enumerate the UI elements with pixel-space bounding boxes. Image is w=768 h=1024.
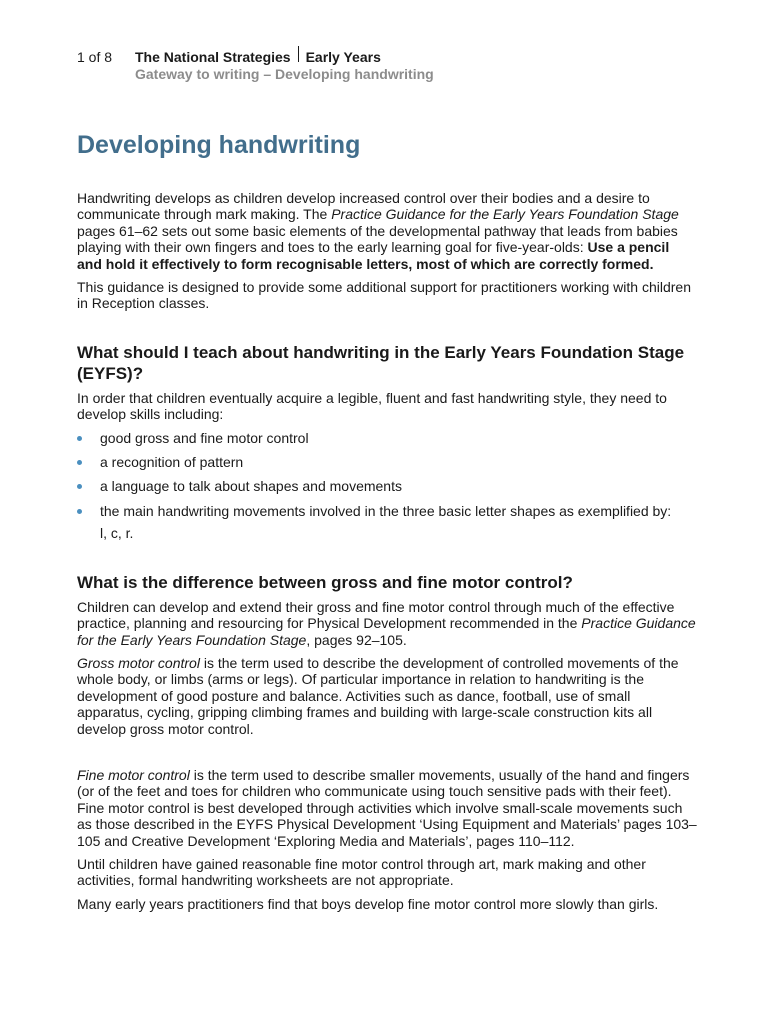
- intro-learning-goal: Use a pencil and hold it effectively to form recognisable letters, most of which are correctly formed.: [77, 239, 670, 272]
- header-row: [77, 46, 697, 66]
- page-number: 1 of 8: [77, 49, 113, 65]
- list-item-text: the main handwriting movements involved in the three basic letter shapes as exemplified by:: [100, 502, 672, 519]
- worksheets-paragraph: Until children have gained reasonable fine motor control through art, mark making and other activities, formal handwriting worksheets are not appropriate.: [77, 855, 646, 889]
- section2-p1-text-b: , pages 92–105.: [306, 631, 407, 648]
- intro-paragraph-2: This guidance is designed to provide some additional support for practitioners working with children in Reception classes.: [77, 279, 691, 312]
- list-item: [77, 430, 697, 446]
- fine-motor-paragraph: [77, 767, 697, 849]
- list-item-text: good gross and fine motor control: [100, 429, 309, 446]
- bullet-icon: [77, 436, 82, 441]
- organisation-name: The National Strategies: [135, 49, 291, 65]
- intro-text-a: Handwriting develops as children develop increased control over their bodies and a desire to communicate through mark making. The: [77, 190, 650, 223]
- list-item: [77, 478, 697, 494]
- header-separator: [298, 46, 299, 62]
- bullet-icon: [77, 509, 82, 514]
- boys-girls-paragraph: Many early years practitioners find that boys develop fine motor control more slowly than girls.: [77, 895, 659, 912]
- list-item: [77, 503, 697, 519]
- section-heading-gross-fine: What is the difference between gross and fine motor control?: [77, 572, 573, 592]
- bullet-icon: [77, 460, 82, 465]
- page-header: [77, 46, 697, 83]
- section2-paragraph-1: [77, 599, 697, 648]
- document-subtitle: Gateway to writing – Developing handwriting: [135, 66, 434, 82]
- list-item-text: a recognition of pattern: [100, 454, 244, 471]
- gross-motor-text: is the term used to describe the development of controlled movements of the whole body, or limbs (arms or legs). Of particular importance in relation to handwriting is the development of good posture and balance. Activities such as dance, football, use of small apparatus, cycling, gripping climbing frames and building with large-scale construction kits all develop gross motor control.: [77, 654, 679, 737]
- document-body: [77, 128, 697, 919]
- section2-guidance-title: Practice Guidance for the Early Years Foundation Stage: [77, 615, 696, 648]
- gross-motor-term: Gross motor control: [77, 654, 200, 671]
- section1-lead: In order that children eventually acquire a legible, fluent and fast handwriting style, they need to develop skills including:: [77, 389, 667, 423]
- fine-motor-text: is the term used to describe smaller movements, usually of the hand and fingers (or of the feet and toes for children who communicate using touch sensitive pads with their feet). Fine motor control is best developed through activities which involve small-scale movements such as those described in the EYFS Physical Development ‘Using Equipment and Materials’ pages 103–105 and Creative Development ‘Exploring Media and Materials’, pages 110–112.: [77, 766, 697, 849]
- list-item: [77, 454, 697, 470]
- skills-list: [77, 430, 697, 520]
- bullet-icon: [77, 484, 82, 489]
- section-name: Early Years: [305, 49, 381, 65]
- gross-motor-paragraph: [77, 655, 697, 737]
- intro-paragraph-1: [77, 190, 697, 272]
- letter-shapes-example: l, c, r.: [100, 525, 134, 542]
- intro-text-b: pages 61–62 sets out some basic elements of the developmental pathway that leads from babies playing with their own fingers and toes to the early learning goal for five-year-olds:: [77, 222, 678, 256]
- section-heading-what-to-teach: What should I teach about handwriting in the Early Years Foundation Stage (EYFS)?: [77, 342, 685, 383]
- intro-guidance-title: Practice Guidance for the Early Years Foundation Stage: [331, 206, 679, 223]
- list-item-text: a language to talk about shapes and movements: [100, 478, 402, 495]
- page-title: Developing handwriting: [77, 131, 361, 159]
- section2-p1-text-a: Children can develop and extend their gross and fine motor control through much of the effective practice, planning and resourcing for Physical Development recommended in the: [77, 598, 675, 632]
- fine-motor-term: Fine motor control: [77, 766, 190, 783]
